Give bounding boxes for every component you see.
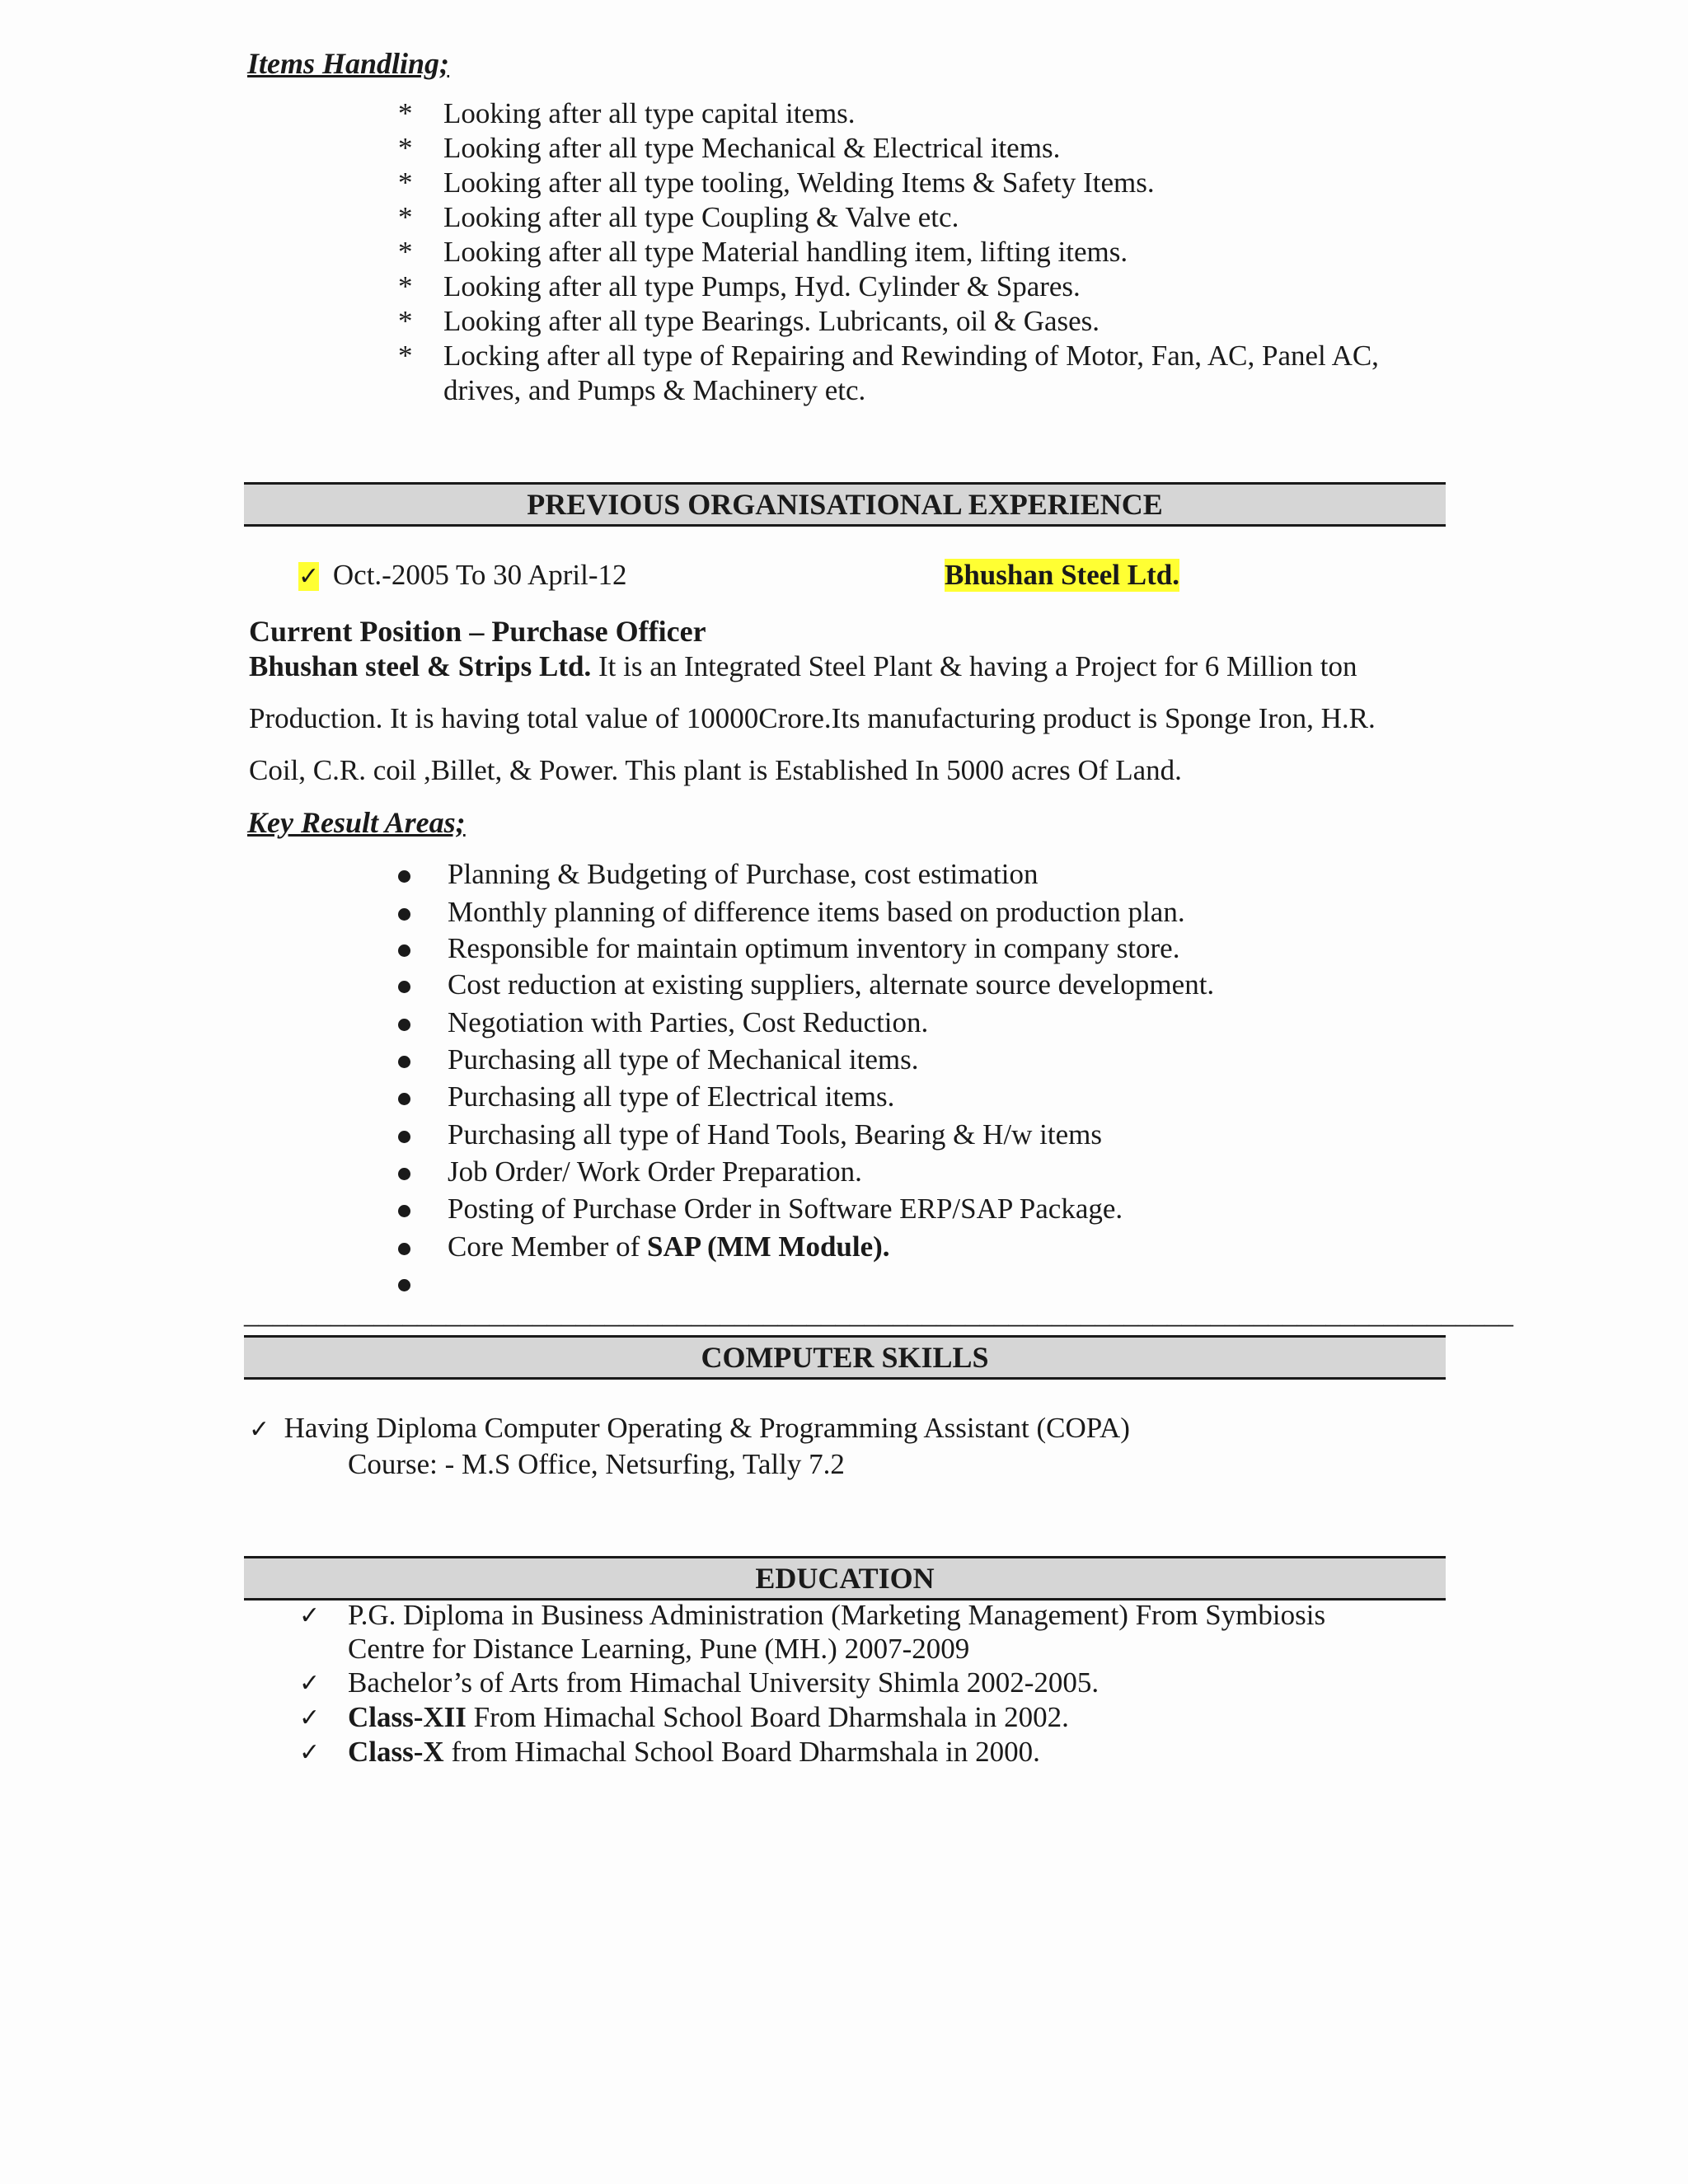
experience-company: Bhushan Steel Ltd. [945, 559, 1179, 591]
list-item: Looking after all type Bearings. Lubricants, oil & Gases. [443, 305, 1100, 337]
company-description-line-1 [249, 649, 1357, 684]
current-position: Current Position – Purchase Officer [249, 615, 706, 648]
list-item: Looking after all type capital items. [443, 97, 856, 129]
list-bullet [398, 981, 410, 993]
items-handling-heading: Items Handling; [247, 47, 450, 80]
computer-skills-line-1 [249, 1412, 1130, 1445]
experience-period: Oct.-2005 To 30 April-12 [332, 559, 627, 591]
list-item: Looking after all type Mechanical & Electrical items. [443, 132, 1061, 164]
list-bullet: * [398, 236, 413, 268]
list-item: Purchasing all type of Electrical items. [448, 1080, 895, 1113]
education-heading: EDUCATION [244, 1556, 1446, 1601]
list-bullet [398, 1019, 410, 1031]
check-icon: ✓ [298, 562, 320, 591]
previous-experience-heading: PREVIOUS ORGANISATIONAL EXPERIENCE [244, 482, 1446, 527]
company-description-text: It is an Integrated Steel Plant & having a Project for 6 Million ton [591, 650, 1357, 682]
list-item: Responsible for maintain optimum inventory in company store. [448, 932, 1180, 964]
education-item [348, 1736, 1040, 1769]
company-description-line-2: Production. It is having total value of 10000Crore.Its manufacturing product is Sponge Iron, H.R. [249, 702, 1376, 734]
list-item: Locking after all type of Repairing and Rewinding of Motor, Fan, AC, Panel AC, [443, 340, 1379, 372]
education-item-continuation: Centre for Distance Learning, Pune (MH.) 2007-2009 [348, 1633, 970, 1665]
list-item: Job Order/ Work Order Preparation. [448, 1155, 862, 1188]
computer-skills-line-2: Course: - M.S Office, Netsurfing, Tally 7.2 [348, 1448, 845, 1480]
education-item: Bachelor’s of Arts from Himachal University Shimla 2002-2005. [348, 1666, 1100, 1699]
list-item-bold: SAP (MM Module). [647, 1230, 890, 1263]
company-full-name: Bhushan steel & Strips Ltd. [249, 650, 592, 682]
list-bullet: * [398, 270, 413, 302]
underscore-divider: ________________________________________________________________________________________ [244, 1297, 1513, 1329]
list-item: Looking after all type Pumps, Hyd. Cylinder & Spares. [443, 270, 1081, 302]
list-bullet [398, 870, 410, 883]
list-item: Cost reduction at existing suppliers, alternate source development. [448, 968, 1215, 1001]
education-item: P.G. Diploma in Business Administration (Marketing Management) From Symbiosis [348, 1599, 1326, 1631]
list-bullet [398, 944, 410, 957]
list-item: Negotiation with Parties, Cost Reduction. [448, 1006, 929, 1038]
list-bullet [398, 1131, 410, 1143]
list-item: Planning & Budgeting of Purchase, cost estimation [448, 858, 1039, 890]
check-icon: ✓ [299, 1704, 321, 1732]
list-bullet [398, 1205, 410, 1217]
education-item-text: from Himachal School Board Dharmshala in 2000. [443, 1736, 1040, 1768]
list-item: Looking after all type tooling, Welding Items & Safety Items. [443, 166, 1155, 199]
list-item [448, 1230, 890, 1263]
check-icon: ✓ [249, 1415, 270, 1444]
list-bullet: * [398, 340, 413, 372]
list-item: Purchasing all type of Hand Tools, Bearing & H/w items [448, 1118, 1103, 1151]
check-icon: ✓ [299, 1738, 321, 1767]
list-bullet [398, 908, 410, 921]
list-bullet [398, 1168, 410, 1180]
list-item: Monthly planning of difference items based on production plan. [448, 896, 1185, 928]
check-icon: ✓ [299, 1669, 321, 1698]
list-item-continuation: drives, and Pumps & Machinery etc. [443, 374, 866, 406]
education-class-label: Class-X [348, 1736, 444, 1768]
list-item: Looking after all type Material handling item, lifting items. [443, 236, 1128, 268]
list-item-text: Core Member of [448, 1230, 648, 1263]
education-item-text: From Himachal School Board Dharmshala in 2002. [466, 1701, 1069, 1733]
key-result-areas-heading: Key Result Areas; [247, 806, 466, 839]
computer-skills-text: Having Diploma Computer Operating & Programming Assistant (COPA) [284, 1412, 1130, 1444]
education-item [348, 1701, 1069, 1734]
list-bullet: * [398, 166, 413, 199]
education-class-label: Class-XII [348, 1701, 467, 1733]
list-bullet: * [398, 305, 413, 337]
list-bullet [398, 1279, 410, 1291]
list-bullet [398, 1243, 410, 1255]
experience-period-row [298, 559, 627, 592]
company-description-line-3: Coil, C.R. coil ,Billet, & Power. This plant is Established In 5000 acres Of Land. [249, 754, 1182, 786]
list-item: Posting of Purchase Order in Software ERP/SAP Package. [448, 1193, 1123, 1225]
list-item: Purchasing all type of Mechanical items. [448, 1043, 919, 1076]
list-bullet [398, 1093, 410, 1105]
list-bullet: * [398, 201, 413, 233]
list-bullet [398, 1056, 410, 1068]
list-item: Looking after all type Coupling & Valve etc. [443, 201, 959, 233]
list-bullet: * [398, 97, 413, 129]
check-icon: ✓ [299, 1601, 321, 1630]
list-bullet: * [398, 132, 413, 164]
computer-skills-heading: COMPUTER SKILLS [244, 1335, 1446, 1380]
